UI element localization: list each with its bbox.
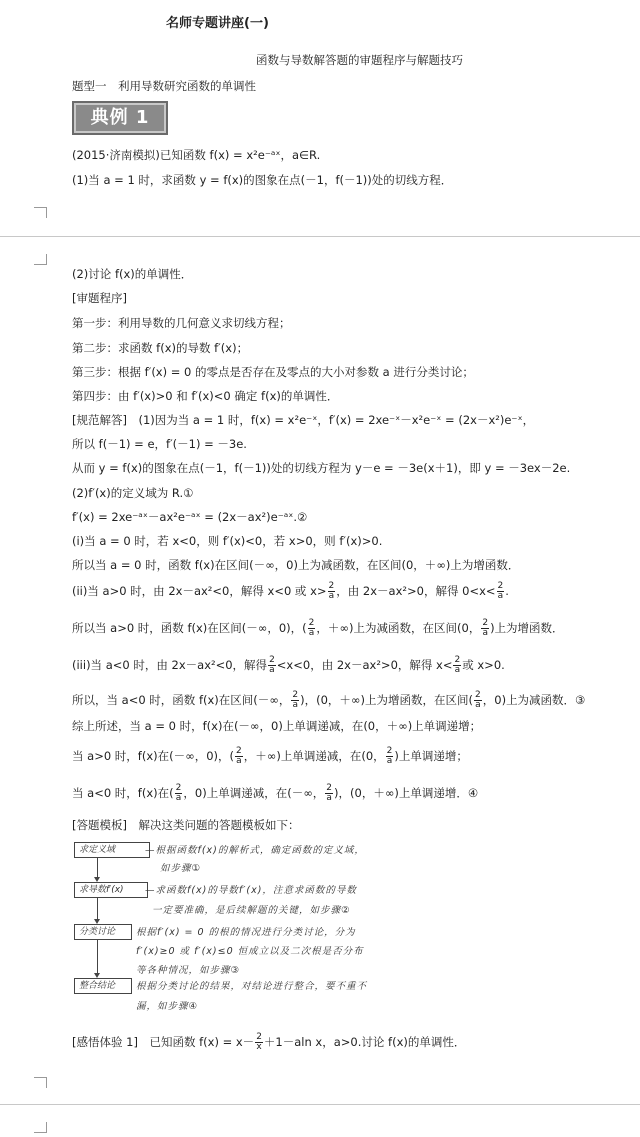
fraction: $\frac{2}{a}$ [269,655,275,675]
flow-text: 等各种情况，如步骤③ [136,965,241,976]
template-heading: [答题模板] 解决这类问题的答题模板如下： [72,818,300,832]
fraction: $\frac{2}{a}$ [482,618,489,638]
fraction: $\frac{2}{a}$ [236,746,242,766]
flow-text: 根据f′(x) = 0 的根的情况进行分类讨论，分为 [136,927,356,938]
solution-line: 所以当 a>0 时，函数 f(x)在区间(－∞，0)，( $\frac{2}{a}$ ，＋∞)上为减函数，在区间(0， $\frac{2}{a}$ )上为增函数． [72,618,564,638]
solution-line: 综上所述，当 a = 0 时，f(x)在(－∞，0)上单调递减，在(0，＋∞)上单调递增； [72,719,482,733]
review-step-3: 第三步：根据 f′(x) = 0 的零点是否存在及零点的大小对参数 a 进行分类讨论； [72,365,474,379]
problem-line-1: (2015·济南模拟)已知函数 f(x) = x²e⁻ᵃˣ，a∈R. [72,148,321,162]
flow-text: —根据函数f(x)的解析式，确定函数的定义域， [145,845,365,856]
page-title: 名师专题讲座(一) [166,16,269,31]
subtitle: 函数与导数解答题的审题程序与解题技巧 [256,53,463,67]
solution-line: 当 a<0 时，f(x)在( $\frac{2}{a}$ ，0)上单调递减，在(－∞， $\frac{2}{a}$ )，(0，＋∞)上单调递增．④ [72,783,479,803]
fraction: $\frac{2}{a}$ [326,783,333,803]
review-step-2: 第二步：求函数 f(x)的导数 f′(x)； [72,341,249,355]
flow-arrow-line [97,940,98,974]
review-step-1: 第一步：利用导数的几何意义求切线方程； [72,316,291,330]
flow-box-conclusion: 整合结论 [74,978,132,994]
flow-text: 一定要准确，是后续解题的关键，如步骤② [152,905,351,916]
problem-line-3: (2)讨论 f(x)的单调性． [72,267,193,281]
fraction: $\frac{2}{a}$ [475,690,481,710]
fraction: $\frac{2}{a}$ [308,618,315,638]
review-step-4: 第四步：由 f′(x)>0 和 f′(x)<0 确定 f(x)的单调性． [72,389,339,403]
solution-line: (2)f′(x)的定义域为 R.① [72,486,194,500]
review-heading: [审题程序] [72,291,127,305]
fraction: $\frac{2}{a}$ [497,581,504,601]
fraction: $\frac{2}{a}$ [454,655,461,675]
problem-line-2: (1)当 a = 1 时，求函数 y = f(x)的图象在点(－1，f(－1))处的切线方程． [72,173,453,187]
page-divider [0,236,640,237]
fraction: $\frac{2}{a}$ [292,690,299,710]
example-badge: 典例 1 [72,101,168,135]
solution-line: 所以 f(－1) = e，f′(－1) = －3e. [72,437,247,451]
solution-line: 当 a>0 时，f(x)在(－∞，0)，( $\frac{2}{a}$ ，＋∞)上单调递减，在(0， $\frac{2}{a}$ )上单调递增； [72,746,468,766]
fraction: $\frac{2}{a}$ [175,783,182,803]
flow-text: —求函数f(x)的导数f′(x)，注意求函数的导数 [145,885,357,896]
flow-box-domain: 求定义域 [74,842,150,858]
solution-line: (i)当 a = 0 时，若 x<0，则 f′(x)<0，若 x>0，则 f′(x)>0. [72,534,383,548]
flow-text: 如步骤① [160,863,202,874]
page-divider [0,1104,640,1105]
page-corner-mark [34,207,47,218]
page-corner-mark [34,254,47,265]
solution-line: 所以当 a = 0 时，函数 f(x)在区间(－∞，0)上为减函数，在区间(0，＋∞)上为增函数． [72,558,520,572]
flow-box-classify: 分类讨论 [74,924,132,940]
experience-problem: [感悟体验 1] 已知函数 f(x) = x－ $\frac{2}{x}$ ＋1－aln x，a>0.讨论 f(x)的单调性． [72,1032,466,1052]
fraction: $\frac{2}{a}$ [386,746,393,766]
flow-arrow-line [97,858,98,878]
solution-line: (ii)当 a>0 时，由 2x－ax²<0，解得 x<0 或 x> $\frac{2}{a}$ ，由 2x－ax²>0，解得 0<x< $\frac{2}{a}$ . [72,581,509,601]
flow-text: 漏，如步骤④ [136,1001,199,1012]
solution-line: 所以，当 a<0 时，函数 f(x)在区间(－∞， $\frac{2}{a}$ )，(0，＋∞)上为增函数，在区间( $\frac{2}{a}$ ，0)上为减函数．③ [72,690,586,710]
fraction: $\frac{2}{a}$ [328,581,335,601]
topic-heading: 题型一 利用导数研究函数的单调性 [72,79,256,93]
flow-box-derivative: 求导数f′(x) [74,882,148,898]
flow-arrow-line [97,898,98,920]
page-corner-mark [34,1122,47,1133]
solution-line: [规范解答] (1)因为当 a = 1 时，f(x) = x²e⁻ˣ，f′(x) = 2xe⁻ˣ－x²e⁻ˣ = (2x－x²)e⁻ˣ， [72,413,535,427]
page-corner-mark [34,1077,47,1088]
flow-text: 根据分类讨论的结果，对结论进行整合，要不重不 [136,981,368,992]
solution-line: f′(x) = 2xe⁻ᵃˣ－ax²e⁻ᵃˣ = (2x－ax²)e⁻ᵃˣ.② [72,510,308,524]
fraction: $\frac{2}{x}$ [256,1032,262,1052]
flow-text: f′(x)≥0 或 f′(x)≤0 恒成立以及二次根是否分布 [136,946,364,957]
solution-line: (iii)当 a<0 时，由 2x－ax²<0，解得 $\frac{2}{a}$ <x<0，由 2x－ax²>0，解得 x< $\frac{2}{a}$ 或 x>0. [72,655,505,675]
solution-line: 从而 y = f(x)的图象在点(－1，f(－1))处的切线方程为 y－e = －3e(x＋1)，即 y = －3ex－2e. [72,461,571,475]
